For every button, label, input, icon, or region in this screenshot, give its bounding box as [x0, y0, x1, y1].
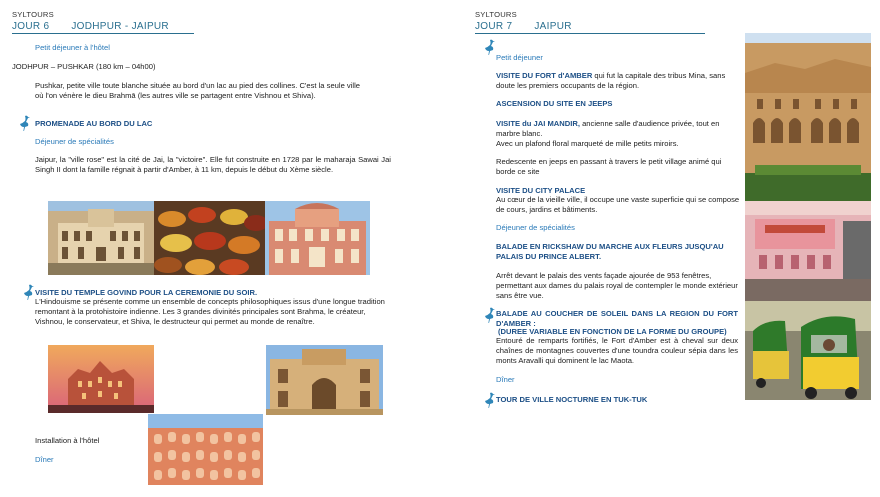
transfer-line: JODHPUR – PUSHKAR (180 km – 04h00)	[12, 62, 156, 71]
photo-tuk-tuks	[745, 301, 871, 400]
route-label: JODHPUR - JAIPUR	[71, 21, 169, 32]
sunset-text: Entouré de remparts fortifiés, le Fort d'Amber est à cheval sur deux chaînes de montagnes couvertes d'une toundra couleur sépia dans les monts Aravalli qui dominent le lac Maota.	[496, 336, 738, 366]
winds-text: Arrêt devant le palais des vents façade ajourée de 953 fenêtres, permettant aux dames du palais royal de contempler le monde extérieur sans être vue.	[496, 271, 738, 301]
amber-paragraph	[496, 71, 738, 91]
jeeps-title: ASCENSION DU SITE EN JEEPS	[496, 99, 613, 108]
photo-spice-market	[154, 201, 265, 275]
photo-hawa-mahal-sunset	[48, 345, 154, 413]
pushkar-text: Pushkar, petite ville toute blanche située au bord d'un lac au pied des collines. C'est la seule ville où l'on vénère le dieu Brahmā (les autres ville se partagent entre Vishnou et Shiva).	[35, 81, 360, 101]
amber-title: VISITE DU FORT d'AMBER	[496, 71, 593, 80]
brand-right: SYLTOURS	[475, 10, 517, 19]
dinner-right: Dîner	[496, 375, 515, 384]
day-label: JOUR 7	[475, 21, 513, 32]
mandir-text: ancienne salle d'audience privée, tout en marbre blanc.	[496, 119, 720, 139]
promenade-title: PROMENADE AU BORD DU LAC	[35, 119, 153, 128]
city-palace-title: VISITE DU CITY PALACE	[496, 186, 586, 195]
temple-title: VISITE DU TEMPLE GOVIND POUR LA CEREMONIE DU SOIR.	[35, 288, 258, 297]
title-underline-left	[12, 33, 194, 34]
day-title-right	[475, 20, 572, 33]
photo-pink-city-street	[745, 201, 871, 301]
lunch-left: Déjeuner de spécialités	[35, 137, 114, 146]
amber-text: qui fut la capitale des tribus Mina, sans doute les premiers occupants de la région.	[496, 71, 726, 91]
heron-icon	[20, 283, 36, 301]
day-label: JOUR 6	[12, 21, 50, 32]
descent-text: Redescente en jeeps en passant à travers le petit village animé qui borde ce site	[496, 157, 722, 177]
day-title-left	[12, 20, 169, 33]
photo-amber-fort-courtyard	[745, 33, 871, 201]
lunch-right: Déjeuner de spécialités	[496, 223, 575, 232]
mandir-paragraph	[496, 119, 740, 149]
breakfast-right: Petit déjeuner	[496, 53, 543, 62]
installation-text: Installation à l'hôtel	[35, 436, 100, 445]
temple-text: L'Hindouisme se présente comme un ensemble de concepts philosophiques issus d'une longue tradition remontant à la protohistoire indienne. Les 3 grandes divinités principales sont Brahma, le créateur, Vishnou, le conservateur, et Shiva, le destructeur qui permet au monde de renaître.	[35, 297, 385, 327]
sunset-title: BALADE AU COUCHER DE SOLEIL DANS LA REGION DU FORT D'AMBER :	[496, 309, 738, 329]
photo-hawa-mahal-facade	[148, 414, 263, 485]
dinner-left: Dîner	[35, 455, 54, 464]
photo-city-palace	[48, 201, 154, 275]
city-palace-text: Au cœur de la vieille ville, il occupe une vaste superficie qui se compose de cours, jardins et bâtiments.	[496, 195, 740, 215]
route-label: JAIPUR	[534, 21, 572, 32]
heron-icon	[481, 391, 497, 409]
heron-icon	[16, 114, 32, 132]
jaipur-text: Jaipur, la "ville rose" est la cité de Jai, la "victoire". Elle fut construite en 1728 par le maharaja Sawai Jai Singh II dont la famille régnait à partir d'Amber, à 11 km, depuis le début du Xème siècle.	[35, 155, 391, 175]
rickshaw-title: BALADE EN RICKSHAW DU MARCHE AUX FLEURS JUSQU'AU PALAIS DU PRINCE ALBERT.	[496, 242, 724, 262]
tuktuk-title: TOUR DE VILLE NOCTURNE EN TUK-TUK	[496, 395, 648, 404]
photo-amber-fort-gate	[266, 345, 383, 415]
heron-icon	[481, 38, 497, 56]
brand-left: SYLTOURS	[12, 10, 54, 19]
title-underline-right	[475, 33, 705, 34]
mandir-text-2: Avec un plafond floral marqueté de mille petits miroirs.	[496, 139, 679, 149]
photo-pink-palace	[265, 201, 370, 275]
heron-icon	[481, 306, 497, 324]
mandir-title: VISITE du JAI MANDIR,	[496, 119, 580, 128]
sunset-subtitle: (DUREE VARIABLE EN FONCTION DE LA FORME DU GROUPE)	[498, 327, 727, 336]
breakfast-left: Petit déjeuner à l'hôtel	[35, 43, 110, 52]
